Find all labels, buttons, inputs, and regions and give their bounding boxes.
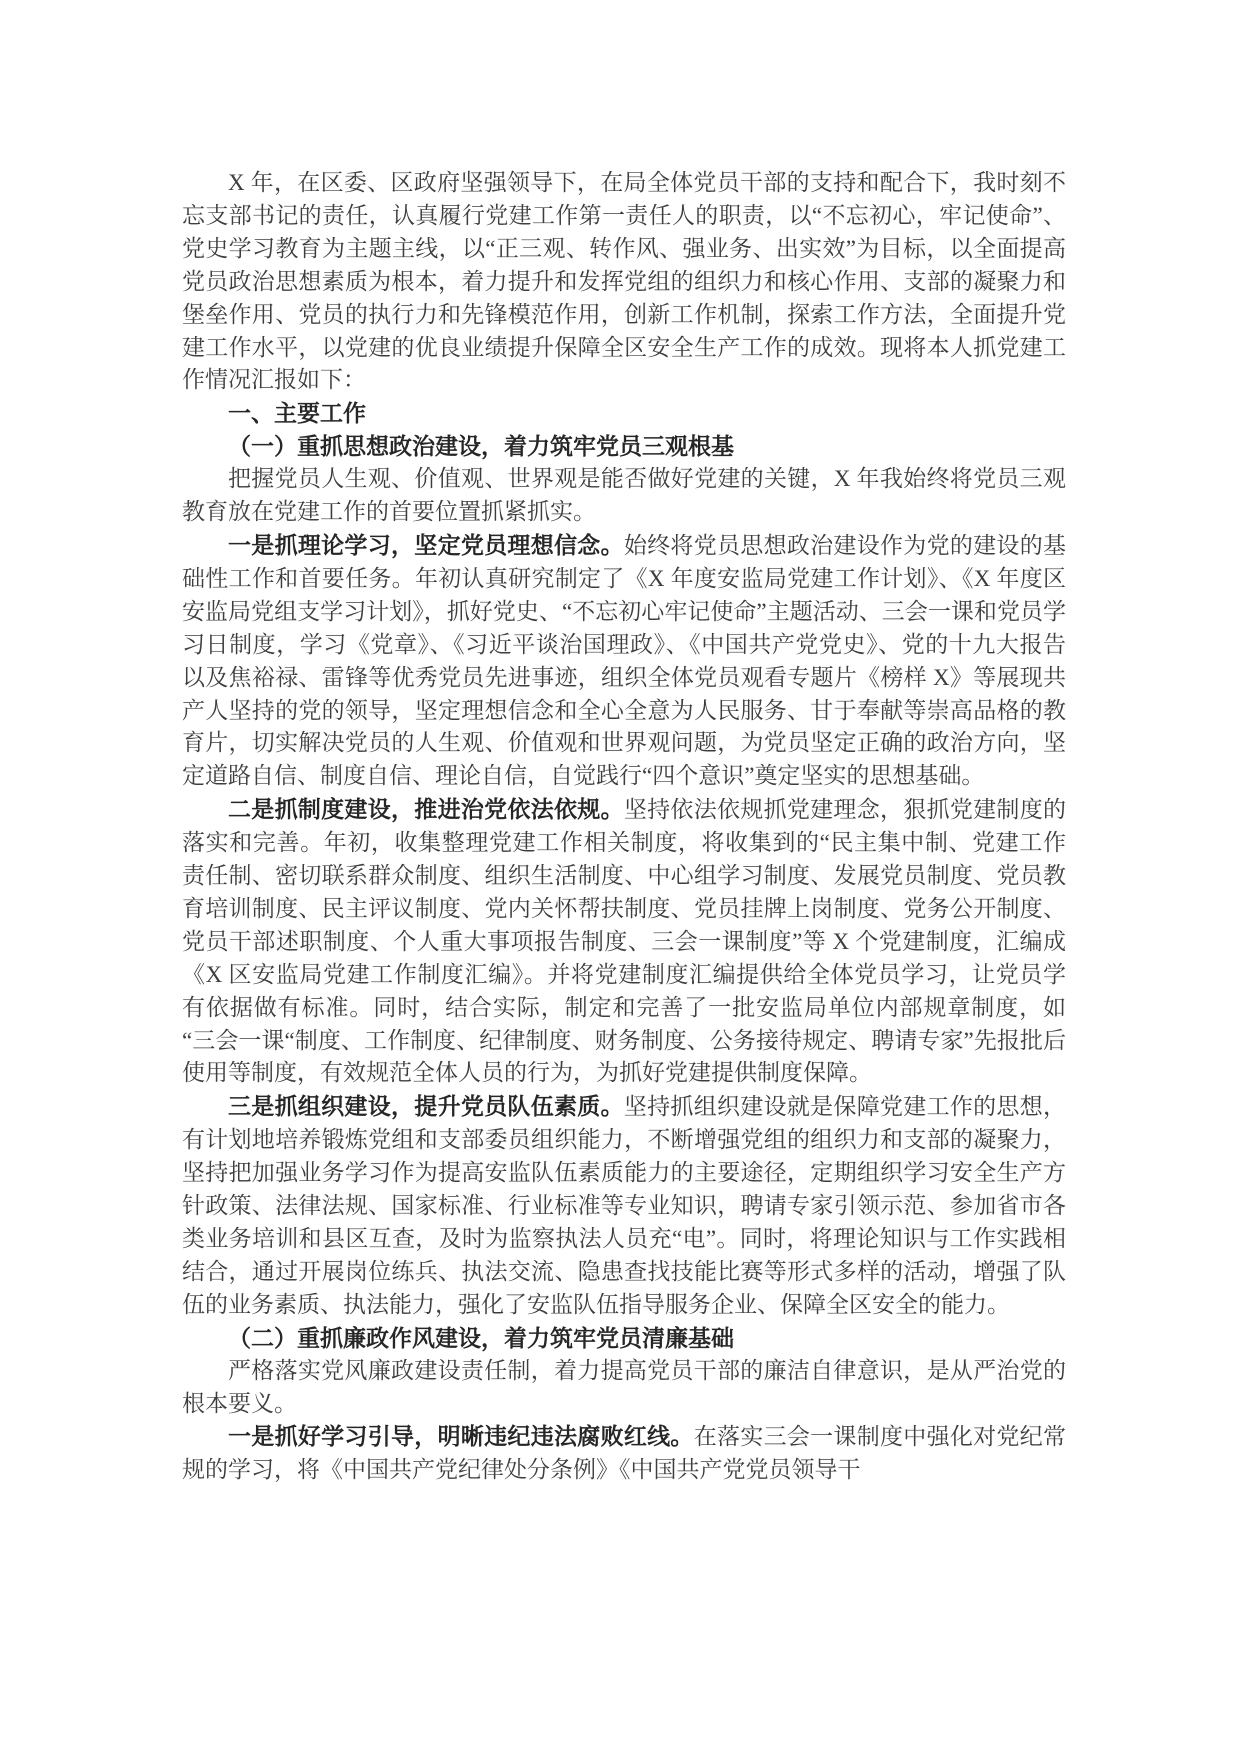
subsection-heading-ideology: [182, 430, 1066, 463]
paragraph-lead: 一是抓好学习引导，明晰违纪违法腐败红线。: [228, 1423, 694, 1450]
paragraph-text: 坚持依法依规抓党建理念，狠抓党建制度的落实和完善。年初，收集整理党建工作相关制度，将收集到的“民主集中制、党建工作责任制、密切联系群众制度、组织生活制度、中心组学习制度、发展党员制度、党员教育培训制度、民主评议制度、党内关怀帮扶制度、党员挂牌上岗制度、党务公开制度、党员干部述职制度、个人重大事项报告制度、三会一课制度”等 X 个党建制度，汇编成《X 区安监局党建工作制度汇编》。并将党建制度汇编提供给全体党员学习，让党员学有依据做有标准。同时，结合实际，制定和完善了一批安监局单位内部规章制度，如“三会一课“制度、工作制度、纪律制度、财务制度、公务接待规定、聘请专家”先报批后使用等制度，有效规范全体人员的行为，为抓好党建提供制度保障。: [182, 797, 1067, 1086]
paragraph-intro: [182, 167, 1066, 397]
heading-text: 一、主要工作: [228, 400, 366, 427]
document-body: [182, 167, 1066, 1487]
paragraph-text: 坚持抓组织建设就是保障党建工作的思想，有计划地培养锻炼党组和支部委员组织能力，不断增强党组的组织力和支部的凝聚力，坚持把加强业务学习作为提高安监队伍素质能力的主要途径，定期组织学习安全生产方针政策、法律法规、国家标准、行业标准等专业知识，聘请专家引领示范、参加省市各类业务培训和县区互查，及时为监察执法人员充“电”。同时，将理论知识与工作实践相结合，通过开展岗位练兵、执法交流、隐患查找技能比赛等形式多样的活动，增强了队伍的业务素质、执法能力，强化了安监队伍指导服务企业、保障全区安全的能力。: [182, 1094, 1067, 1317]
heading-text: （一）重抓思想政治建设，着力筑牢党员三观根基: [228, 433, 734, 460]
paragraph-text: 把握党员人生观、价值观、世界观是能否做好党建的关键，X 年我始终将党员三观教育放在党建工作的首要位置抓紧抓实。: [182, 466, 1066, 525]
paragraph-text: X 年，在区委、区政府坚强领导下，在局全体党员干部的支持和配合下，我时刻不忘支部书记的责任，认真履行党建工作第一责任人的职责，以“不忘初心，牢记使命”、党史学习教育为主题主线，以“正三观、转作风、强业务、出实效”为目标，以全面提高党员政治思想素质为根本，着力提升和发挥党组的组织力和核心作用、支部的凝聚力和堡垒作用、党员的执行力和先锋模范作用，创新工作机制，探索工作方法，全面提升党建工作水平，以党建的优良业绩提升保障全区安全生产工作的成效。现将本人抓党建工作情况汇报如下：: [182, 170, 1066, 393]
paragraph-text: 始终将党员思想政治建设作为党的建设的基础性工作和首要任务。年初认真研究制定了《X 年度安监局党建工作计划》、《X 年度区安监局党组支学习计划》，抓好党史、“不忘初心牢记使命”主题活动、三会一课和党员学习日制度，学习《党章》、《习近平谈治国理政》、《中国共产党党史》、党的十九大报告以及焦裕禄、雷锋等优秀党员先进事迹，组织全体党员观看专题片《榜样 X》等展现共产人坚持的党的领导，坚定理想信念和全心全意为人民服务、甘于奉献等崇高品格的教育片，切实解决党员的人生观、价值观和世界观问题，为党员坚定正确的政治方向，坚定道路自信、制度自信、理论自信，自觉践行“四个意识”奠定坚实的思想基础。: [182, 532, 1067, 789]
paragraph-point-system-building: [182, 793, 1066, 1090]
heading-text: （二）重抓廉政作风建设，着力筑牢党员清廉基础: [228, 1324, 734, 1351]
paragraph-point-discipline-study: [182, 1420, 1066, 1487]
section-heading-main-work: [182, 397, 1066, 430]
subsection-heading-integrity: [182, 1322, 1066, 1355]
paragraph: [182, 463, 1066, 529]
paragraph-lead: 一是抓理论学习，坚定党员理想信念。: [228, 531, 624, 558]
paragraph-text: 在落实三会一课制度中强化对党纪常规的学习，将《中国共产党纪律处分条例》《中国共产党党员领导干: [182, 1424, 1067, 1483]
paragraph-text: 严格落实党风廉政建设责任制，着力提高党员干部的廉洁自律意识，是从严治党的根本要义。: [182, 1357, 1066, 1416]
paragraph-lead: 二是抓制度建设，推进治党依法依规。: [228, 796, 624, 823]
paragraph: [182, 1355, 1066, 1421]
paragraph-lead: 三是抓组织建设，提升党员队伍素质。: [228, 1093, 624, 1120]
paragraph-point-organization: [182, 1090, 1066, 1321]
paragraph-point-theory-study: [182, 529, 1066, 793]
